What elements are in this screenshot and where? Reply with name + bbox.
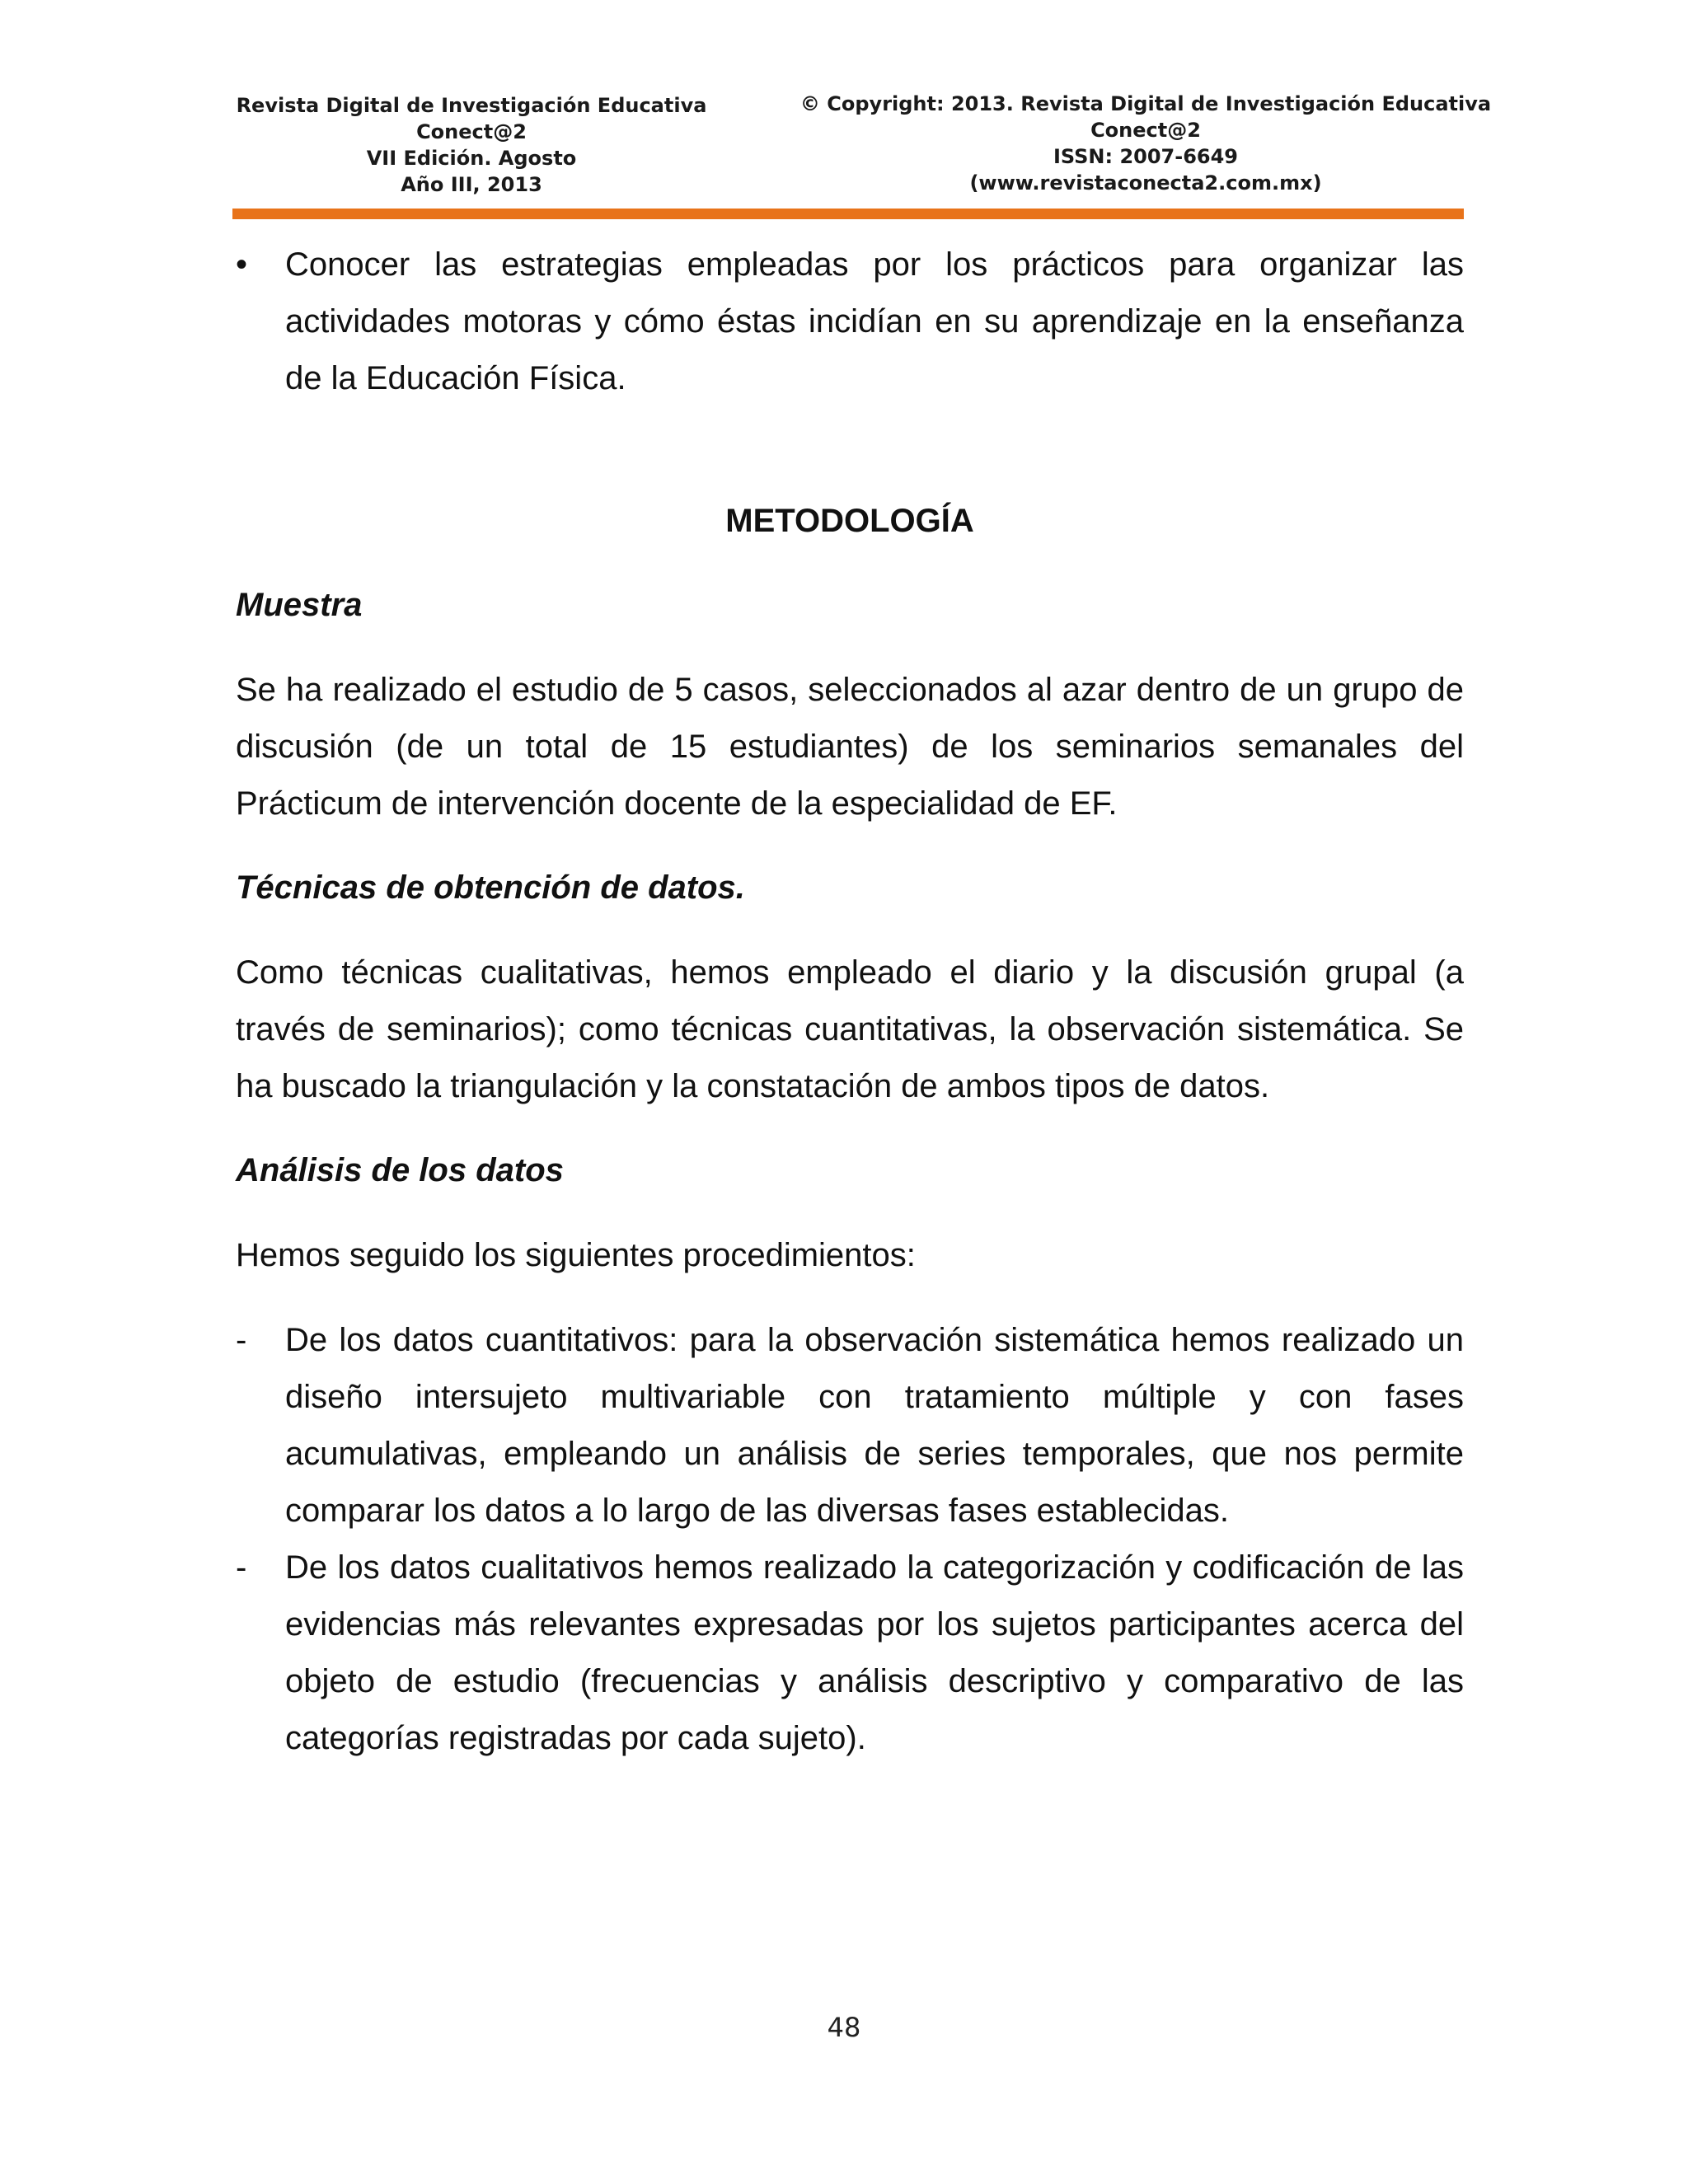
journal-name-right: Conect@2 xyxy=(1090,119,1201,142)
dash-item-text: De los datos cualitativos hemos realizado la categorización y codificación de las evidencias más relevantes expresadas por los sujetos participantes acerca del objeto de estudio (frecuencias y análisis descriptivo y comparativo de las categorías registradas por cada sujeto). xyxy=(285,1549,1464,1756)
journal-header-left xyxy=(232,92,710,198)
muestra-heading: Muestra xyxy=(236,587,363,623)
dash-list-item xyxy=(236,1312,1464,1540)
bullet-icon: • xyxy=(236,246,248,283)
copyright-line: © Copyright: 2013. Revista Digital de Investigación Educativa xyxy=(799,92,1492,115)
page-content xyxy=(236,237,1464,1767)
analisis-heading: Análisis de los datos xyxy=(236,1152,564,1188)
issn-label: ISSN: 2007-6649 xyxy=(1053,145,1238,168)
page-number: 48 xyxy=(827,2012,861,2043)
objective-bullet-item xyxy=(236,237,1464,407)
muestra-paragraph: Se ha realizado el estudio de 5 casos, seleccionados al azar dentro de un grupo de discusión (de un total de 15 estudiantes) de los seminarios semanales del Prácticum de intervención docente de la especialidad de EF. xyxy=(236,672,1464,822)
dash-icon: - xyxy=(236,1549,247,1586)
objective-text: Conocer las estrategias empleadas por los prácticos para organizar las actividades motoras y cómo éstas incidían en su aprendizaje en la enseñanza de la Educación Física. xyxy=(285,246,1464,396)
tecnicas-heading: Técnicas de obtención de datos. xyxy=(236,869,745,906)
dash-icon: - xyxy=(236,1322,247,1358)
dash-item-text: De los datos cuantitativos: para la observación sistemática hemos realizado un diseño intersujeto multivariable con tratamiento múltiple y con fases acumulativas, empleando un análisis de series temporales, que nos permite comparar los datos a lo largo de las diversas fases establecidas. xyxy=(285,1322,1464,1529)
header-divider xyxy=(232,209,1464,219)
journal-header-right xyxy=(799,91,1492,196)
section-title: METODOLOGÍA xyxy=(725,503,974,539)
analisis-intro: Hemos seguido los siguientes procedimientos: xyxy=(236,1237,916,1273)
journal-name: Conect@2 xyxy=(416,120,527,143)
dash-list-item xyxy=(236,1540,1464,1767)
year-label: Año III, 2013 xyxy=(401,173,542,196)
journal-title: Revista Digital de Investigación Educativa xyxy=(236,94,707,117)
tecnicas-paragraph: Como técnicas cualitativas, hemos empleado el diario y la discusión grupal (a través de seminarios); como técnicas cuantitativas, la observación sistemática. Se ha buscado la triangulación y la constatación de ambos tipos de datos. xyxy=(236,954,1464,1104)
edition-label: VII Edición. Agosto xyxy=(366,147,577,170)
journal-url: (www.revistaconecta2.com.mx) xyxy=(969,171,1322,194)
